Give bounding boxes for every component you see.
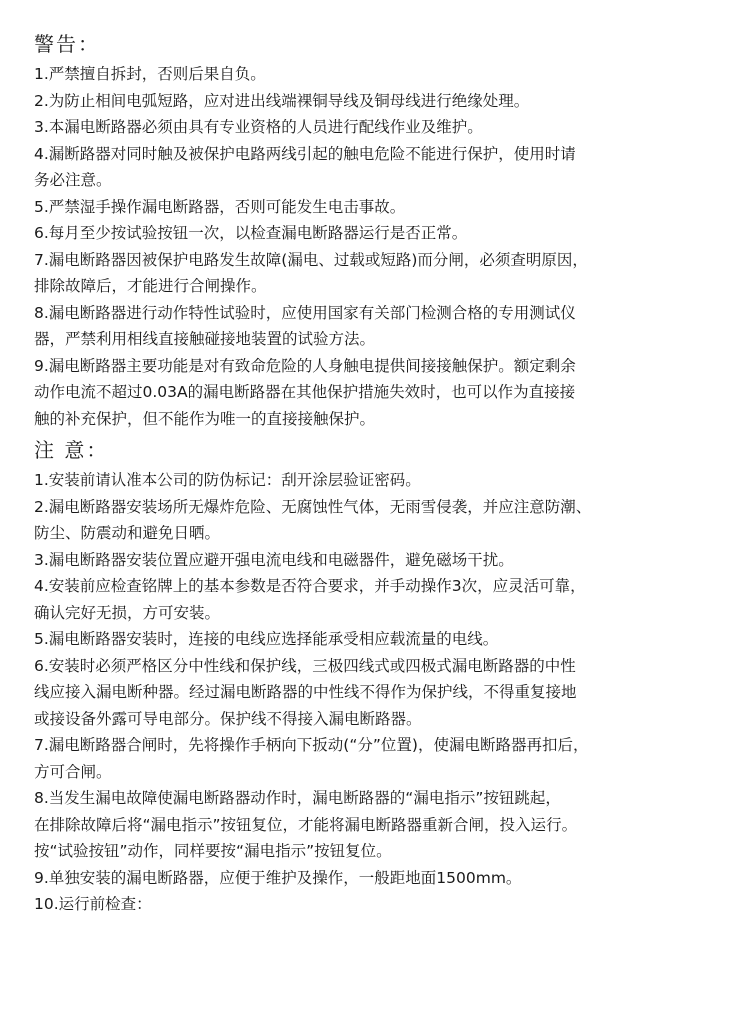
notice-item-line: 防尘、防震动和避免日晒。 (34, 524, 221, 542)
warning-item-3 (34, 114, 710, 141)
warning-item-line: 3.本漏电断路器必须由具有专业资格的人员进行配线作业及维护。 (34, 118, 483, 136)
warning-item-9 (34, 353, 710, 433)
warning-item-line: 触的补充保护，但不能作为唯一的直接接触保护。 (34, 409, 376, 428)
notice-item-line: 8.当发生漏电故障使漏电断路器动作时，漏电断路器的“漏电指示”按钮跳起， (34, 789, 561, 807)
warning-item-5 (34, 194, 710, 221)
notice-item-line: 5.漏电断路器安装时，连接的电线应选择能承受相应载流量的电线。 (34, 630, 499, 648)
notice-list (34, 467, 710, 918)
notice-item-8 (34, 785, 710, 865)
notice-item-line: 9.单独安装的漏电断路器，应便于维护及操作，一般距地面1500mm。 (34, 868, 522, 887)
notice-item-line: 6.安装时必须严格区分中性线和保护线，三极四线式或四极式漏电断路器的中性 (34, 656, 576, 675)
notice-item-line: 在排除故障后将“漏电指示”按钮复位，才能将漏电断路器重新合闸，投入运行。 (34, 815, 578, 834)
warning-item-line: 7.漏电断路器因被保护电路发生故障(漏电、过载或短路)而分闸，必须查明原因， (34, 250, 588, 269)
warning-item-2 (34, 88, 710, 115)
warning-item-6 (34, 220, 710, 247)
warning-item-line: 器，严禁利用相线直接触碰接地装置的试验方法。 (34, 330, 376, 348)
warning-list (34, 61, 710, 432)
notice-item-line: 1.安装前请认准本公司的防伪标记：刮开涂层验证密码。 (34, 471, 421, 489)
warning-item-8 (34, 300, 710, 353)
warning-item-line: 动作电流不超过0.03A的漏电断路器在其他保护措施失效时，也可以作为直接接 (34, 383, 576, 401)
notice-item-line: 线应接入漏电断种器。经过漏电断路器的中性线不得作为保护线，不得重复接地 (34, 683, 577, 701)
warning-item-line: 2.为防止相间电弧短路，应对进出线端裸铜导线及铜母线进行绝缘处理。 (34, 91, 530, 110)
warning-item-7 (34, 247, 710, 300)
warning-item-line: 1.严禁擅自拆封，否则后果自负。 (34, 65, 266, 83)
warning-item-line: 5.严禁湿手操作漏电断路器，否则可能发生电击事故。 (34, 197, 406, 216)
notice-item-9 (34, 865, 710, 892)
warning-item-line: 4.漏断路器对同时触及被保护电路两线引起的触电危险不能进行保护，使用时请 (34, 144, 576, 163)
notice-item-7 (34, 732, 710, 785)
warning-item-line: 9.漏电断路器主要功能是对有致命危险的人身触电提供间接接触保护。额定剩余 (34, 356, 576, 375)
notice-item-10 (34, 891, 710, 918)
notice-item-line: 确认完好无损，方可安装。 (34, 603, 221, 622)
notice-item-line: 2.漏电断路器安装场所无爆炸危险、无腐蚀性气体，无雨雪侵袭，并应注意防潮、 (34, 497, 592, 516)
notice-item-5 (34, 626, 710, 653)
warning-item-line: 6.每月至少按试验按钮一次，以检查漏电断路器运行是否正常。 (34, 224, 468, 242)
warning-item-4 (34, 141, 710, 194)
warning-item-line: 8.漏电断路器进行动作特性试验时，应使用国家有关部门检测合格的专用测试仪 (34, 303, 576, 322)
notice-item-line: 10.运行前检查： (34, 895, 152, 913)
notice-item-2 (34, 494, 710, 547)
warning-item-1 (34, 61, 710, 88)
notice-item-line: 或接设备外露可导电部分。保护线不得接入漏电断路器。 (34, 709, 422, 728)
warning-item-line: 务必注意。 (34, 171, 112, 189)
notice-item-line: 4.安装前应检查铭牌上的基本参数是否符合要求，并手动操作3次，应灵活可靠， (34, 577, 586, 595)
notice-item-line: 3.漏电断路器安装位置应避开强电流电线和电磁器件，避免磁场干扰。 (34, 550, 514, 569)
notice-item-4 (34, 573, 710, 626)
warning-title: 警告： (34, 32, 100, 56)
notice-item-line: 方可合闸。 (34, 762, 112, 781)
notice-title: 注 意： (34, 438, 109, 462)
notice-item-1 (34, 467, 710, 494)
notice-item-6 (34, 653, 710, 733)
notice-item-line: 按“试验按钮”动作，同样要按“漏电指示”按钮复位。 (34, 842, 392, 860)
notice-item-line: 7.漏电断路器合闸时，先将操作手柄向下扳动(“分”位置)，使漏电断路器再扣后， (34, 736, 589, 754)
notice-item-3 (34, 547, 710, 574)
warning-item-line: 排除故障后，才能进行合闸操作。 (34, 277, 267, 295)
